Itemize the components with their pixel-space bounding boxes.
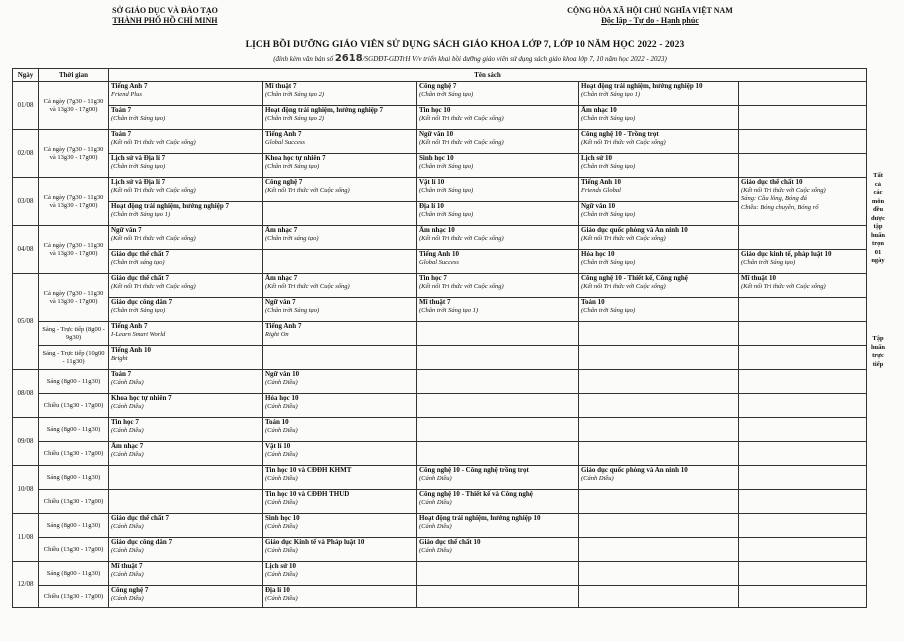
book-cell: Hóa học 10 (Chân trời Sáng tạo) [579, 250, 739, 274]
empty-cell [579, 370, 739, 394]
empty-cell [739, 586, 867, 608]
time-cell: Chiều (13g30 - 17g00) [39, 490, 109, 514]
book-cell: Toán 7 (Chân trời Sáng tạo) [109, 106, 263, 130]
book-cell: Lịch sử và Địa lí 7 (Kết nối Tri thức với Cuộc sống) [109, 178, 263, 202]
book-cell: Công nghệ 7 (Cánh Diều) [109, 586, 263, 608]
table-row [13, 202, 867, 226]
book-cell: Giáo dục thể chất 10 (Cánh Diều) [417, 538, 579, 562]
book-cell: Ngữ văn 7 (Chân trời Sáng tạo) [263, 298, 417, 322]
book-cell: Sinh học 10 (Chân trời Sáng tạo) [417, 154, 579, 178]
time-cell: Cả ngày (7g30 - 11g30 và 13g30 - 17g00) [39, 82, 109, 130]
book-cell: Ngữ văn 10 (Kết nối Tri thức với Cuộc sống) [417, 130, 579, 154]
table-row [13, 490, 867, 514]
empty-cell [579, 586, 739, 608]
table-row [13, 226, 867, 250]
day-cell: 08/08 [13, 370, 39, 418]
empty-cell [579, 490, 739, 514]
book-cell: Hoạt động trải nghiệm, hướng nghiệp 7 (Chân trời Sáng tạo 2) [263, 106, 417, 130]
book-cell: Giáo dục thể chất 7 (Kết nối Tri thức với Cuộc sống) [109, 274, 263, 298]
book-cell: Âm nhạc 10 (Chân trời Sáng tạo) [579, 106, 739, 130]
book-cell: Giáo dục kinh tế, pháp luật 10 (Chân trời Sáng tạo) [739, 250, 867, 274]
empty-cell [739, 490, 867, 514]
empty-cell [739, 82, 867, 106]
book-cell: Tiếng Anh 7 Global Success [263, 130, 417, 154]
table-header-row [13, 69, 867, 82]
table-row [13, 178, 867, 202]
book-cell: Ngữ văn 10 (Cánh Diều) [263, 370, 417, 394]
book-cell: Âm nhạc 10 (Kết nối Tri thức với Cuộc sống) [417, 226, 579, 250]
book-cell: Giáo dục Kinh tế và Pháp luật 10 (Cánh Diều) [263, 538, 417, 562]
empty-cell [739, 322, 867, 346]
national-motto: Độc lập - Tự do - Hạnh phúc [601, 16, 699, 25]
table-row [13, 370, 867, 394]
empty-cell [739, 226, 867, 250]
book-cell: Ngữ văn 7 (Kết nối Tri thức với Cuộc sống) [109, 226, 263, 250]
time-cell: Cả ngày (7g30 - 11g30 và 13g30 - 17g00) [39, 226, 109, 274]
book-cell: Khoa học tự nhiên 7 (Cánh Diều) [109, 394, 263, 418]
national-line-1: CỘNG HÒA XÃ HỘI CHỦ NGHĨA VIỆT NAM [567, 6, 733, 15]
book-cell: Vật lí 10 (Chân trời Sáng tạo) [417, 178, 579, 202]
table-row [13, 394, 867, 418]
agency-header [60, 6, 270, 26]
book-cell: Tin học 10 và CĐĐH KHMT (Cánh Diều) [263, 466, 417, 490]
book-cell: Địa lí 10 (Cánh Diều) [263, 586, 417, 608]
empty-cell [263, 346, 417, 370]
book-cell: Công nghệ 10 - Thiết kế và Công nghệ (Cánh Diều) [417, 490, 579, 514]
book-cell: Hoạt động trải nghiệm, hướng nghiệp 10 (Cánh Diều) [417, 514, 579, 538]
empty-cell [739, 370, 867, 394]
book-cell: Mĩ thuật 10 (Kết nối Tri thức với Cuộc sống) [739, 274, 867, 298]
agency-line-1: SỞ GIÁO DỤC VÀ ĐÀO TẠO [112, 6, 218, 15]
book-cell: Hoạt động trải nghiệm, hướng nghiệp 10 (Chân trời Sáng tạo 1) [579, 82, 739, 106]
empty-cell [109, 490, 263, 514]
book-cell: Giáo dục quốc phòng và An ninh 10 (Kết nối Tri thức với Cuộc sống) [579, 226, 739, 250]
book-cell: Công nghệ 7 (Chân trời Sáng tạo) [417, 82, 579, 106]
table-row [13, 538, 867, 562]
book-cell: Toán 10 (Cánh Diều) [263, 418, 417, 442]
book-cell: Khoa học tự nhiên 7 (Chân trời Sáng tạo) [263, 154, 417, 178]
empty-cell [579, 562, 739, 586]
table-row [13, 322, 867, 346]
empty-cell [739, 442, 867, 466]
empty-cell [417, 418, 579, 442]
empty-cell [739, 538, 867, 562]
time-cell: Sáng (8g00 - 11g30) [39, 514, 109, 538]
book-cell: Hoạt động trải nghiệm, hướng nghiệp 7 (Chân trời Sáng tạo 1) [109, 202, 263, 226]
book-cell: Âm nhạc 7 (Cánh Diều) [109, 442, 263, 466]
book-cell: Giáo dục công dân 7 (Chân trời Sáng tạo) [109, 298, 263, 322]
empty-cell [579, 538, 739, 562]
book-cell: Tiếng Anh 10 Friends Global [579, 178, 739, 202]
book-cell: Âm nhạc 7 (Chân trời sáng tạo) [263, 226, 417, 250]
table-row [13, 466, 867, 490]
document-subtitle [150, 53, 790, 64]
table-row [13, 442, 867, 466]
empty-cell [417, 562, 579, 586]
book-cell: Toán 7 (Kết nối Tri thức với Cuộc sống) [109, 130, 263, 154]
day-cell: 02/08 [13, 130, 39, 178]
empty-cell [739, 106, 867, 130]
empty-cell [739, 466, 867, 490]
day-cell: 12/08 [13, 562, 39, 608]
book-cell: Công nghệ 10 - Trồng trọt (Kết nối Tri thức với Cuộc sống) [579, 130, 739, 154]
empty-cell [263, 250, 417, 274]
book-cell: Lịch sử và Địa lí 7 (Chân trời Sáng tạo) [109, 154, 263, 178]
book-cell: Giáo dục công dân 7 (Cánh Diều) [109, 538, 263, 562]
schedule-table [12, 68, 867, 608]
time-cell: Sáng (8g00 - 11g30) [39, 466, 109, 490]
book-cell: Tin học 10 (Kết nối Tri thức với Cuộc sống) [417, 106, 579, 130]
book-cell: Công nghệ 10 - Công nghệ trồng trọt (Cánh Diều) [417, 466, 579, 490]
time-cell: Sáng (8g00 - 11g30) [39, 418, 109, 442]
table-row [13, 346, 867, 370]
book-cell: Tin học 10 và CĐĐH THUD (Cánh Diều) [263, 490, 417, 514]
empty-cell [739, 562, 867, 586]
empty-cell [579, 442, 739, 466]
book-cell: Mĩ thuật 7 (Cánh Diều) [109, 562, 263, 586]
empty-cell [109, 466, 263, 490]
time-cell: Chiều (13g30 - 17g00) [39, 586, 109, 608]
empty-cell [739, 298, 867, 322]
empty-cell [263, 202, 417, 226]
empty-cell [739, 346, 867, 370]
book-cell: Mĩ thuật 7 (Chân trời Sáng tạo 1) [417, 298, 579, 322]
book-cell: Sinh học 10 (Cánh Diều) [263, 514, 417, 538]
day-cell: 09/08 [13, 418, 39, 466]
book-cell: Tiếng Anh 10 Bright [109, 346, 263, 370]
empty-cell [739, 394, 867, 418]
time-cell: Cả ngày (7g30 - 11g30 và 13g30 - 17g00) [39, 130, 109, 178]
table-row [13, 418, 867, 442]
book-cell: Ngữ văn 10 (Chân trời Sáng tạo) [579, 202, 739, 226]
day-cell: 01/08 [13, 82, 39, 130]
book-cell: Công nghệ 7 (Kết nối Tri thức với Cuộc sống) [263, 178, 417, 202]
empty-cell [417, 346, 579, 370]
side-note-direct: Tập huấn trực tiếp [870, 335, 886, 368]
empty-cell [579, 394, 739, 418]
empty-cell [417, 322, 579, 346]
day-cell: 04/08 [13, 226, 39, 274]
subtitle-post: /SGDĐT-GDTrH V/v triển khai bồi dưỡng giáo viên sử dụng sách giáo khoa lớp 7, 10 năm học 2022 - 2023) [362, 55, 667, 63]
empty-cell [417, 586, 579, 608]
table-row [13, 586, 867, 608]
empty-cell [417, 442, 579, 466]
book-cell: Mĩ thuật 7 (Chân trời Sáng tạo 2) [263, 82, 417, 106]
book-cell: Vật lí 10 (Cánh Diều) [263, 442, 417, 466]
table-row [13, 130, 867, 154]
empty-cell [579, 418, 739, 442]
book-cell: Tiếng Anh 7 Friend Plus [109, 82, 263, 106]
time-cell: Chiều (13g30 - 17g00) [39, 538, 109, 562]
day-cell: 03/08 [13, 178, 39, 226]
table-row [13, 154, 867, 178]
book-cell: Tiếng Anh 10 Global Success [417, 250, 579, 274]
table-row [13, 106, 867, 130]
book-cell: Địa lí 10 (Chân trời Sáng tạo) [417, 202, 579, 226]
table-row [13, 82, 867, 106]
empty-cell [739, 130, 867, 154]
empty-cell [579, 514, 739, 538]
book-cell: Toán 10 (Chân trời Sáng tạo) [579, 298, 739, 322]
book-cell: Tiếng Anh 7 I-Learn Smart World [109, 322, 263, 346]
table-row [13, 250, 867, 274]
book-cell: Tiếng Anh 7 Right On [263, 322, 417, 346]
table-row [13, 514, 867, 538]
book-cell: Âm nhạc 7 (Kết nối Tri thức với Cuộc sống) [263, 274, 417, 298]
time-cell: Sáng - Trực tiếp (8g00 - 9g30) [39, 322, 109, 346]
national-header [530, 6, 770, 26]
empty-cell [417, 370, 579, 394]
time-cell: Sáng - Trực tiếp (10g00 - 11g30) [39, 346, 109, 370]
time-cell: Sáng (8g00 - 11g30) [39, 370, 109, 394]
book-cell: Giáo dục quốc phòng và An ninh 10 (Cánh Diều) [579, 466, 739, 490]
table-row [13, 562, 867, 586]
book-cell: Giáo dục thể chất 7 (Cánh Diều) [109, 514, 263, 538]
empty-cell [417, 394, 579, 418]
side-note-full-day: Tất cả các môn đều được tập huấn trọn 01 ngày [870, 172, 886, 264]
table-row [13, 274, 867, 298]
book-cell: Công nghệ 10 - Thiết kế, Công nghệ (Kết nối Tri thức với Cuộc sống) [579, 274, 739, 298]
empty-cell [579, 322, 739, 346]
book-cell: Giáo dục thể chất 10 (Kết nối Tri thức với Cuộc sống) Sáng: Cầu lông, Bóng đá Chiều: Bóng chuyền, Bóng rổ [739, 178, 867, 226]
empty-cell [739, 154, 867, 178]
book-cell: Giáo dục thể chất 7 (Chân trời sáng tạo) [109, 250, 263, 274]
agency-line-2: THÀNH PHỐ HỒ CHÍ MINH [112, 16, 218, 25]
book-cell: Tin học 7 (Kết nối Tri thức với Cuộc sống) [417, 274, 579, 298]
subtitle-pre: (đính kèm văn bản số [273, 55, 335, 63]
time-cell: Cả ngày (7g30 - 11g30 và 13g30 - 17g00) [39, 274, 109, 322]
time-cell: Cả ngày (7g30 - 11g30 và 13g30 - 17g00) [39, 178, 109, 226]
day-cell: 11/08 [13, 514, 39, 562]
table-row [13, 298, 867, 322]
book-cell: Toán 7 (Cánh Diều) [109, 370, 263, 394]
day-cell: 05/08 [13, 274, 39, 370]
header-time: Thời gian [39, 69, 109, 82]
time-cell: Sáng (8g00 - 11g30) [39, 562, 109, 586]
time-cell: Chiều (13g30 - 17g00) [39, 394, 109, 418]
header-day: Ngày [13, 69, 39, 82]
empty-cell [739, 514, 867, 538]
document-title: LỊCH BỒI DƯỠNG GIÁO VIÊN SỬ DỤNG SÁCH GIÁO KHOA LỚP 7, LỚP 10 NĂM HỌC 2022 - 2023 [245, 40, 685, 50]
book-cell: Hóa học 10 (Cánh Diều) [263, 394, 417, 418]
header-book: Tên sách [109, 69, 867, 82]
day-cell: 10/08 [13, 466, 39, 514]
empty-cell [579, 346, 739, 370]
document-number: 2618 [334, 53, 363, 64]
book-cell: Lịch sử 10 (Cánh Diều) [263, 562, 417, 586]
empty-cell [739, 418, 867, 442]
book-cell: Tin học 7 (Cánh Diều) [109, 418, 263, 442]
book-cell: Lịch sử 10 (Chân trời Sáng tạo) [579, 154, 739, 178]
time-cell: Chiều (13g30 - 17g00) [39, 442, 109, 466]
